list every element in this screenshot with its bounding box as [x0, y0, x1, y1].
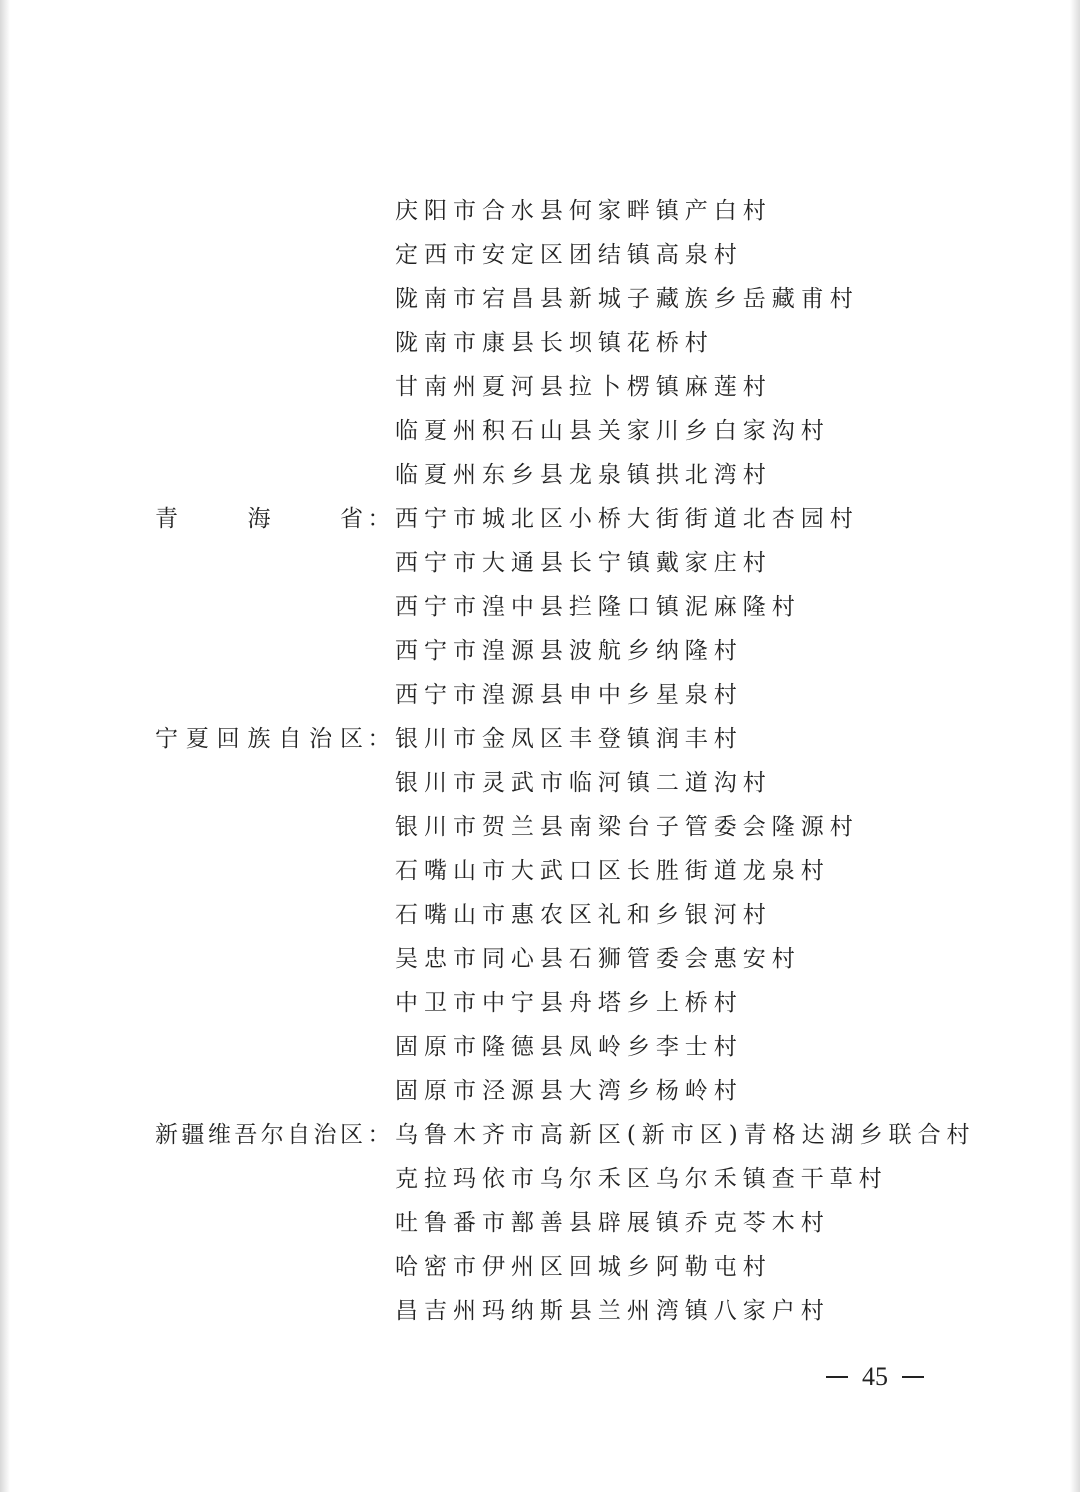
list-item	[155, 1242, 955, 1286]
village-name: 陇南市宕昌县新城子藏族乡岳藏甫村	[395, 285, 859, 312]
list-item	[155, 714, 955, 758]
village-name: 庆阳市合水县何家畔镇产白村	[395, 197, 772, 224]
village-name: 石嘴山市惠农区礼和乡银河村	[395, 901, 772, 928]
region-label-cell	[155, 1116, 395, 1149]
page-edge-shadow-right	[1070, 0, 1080, 1492]
list-item	[155, 494, 955, 538]
village-list	[155, 186, 976, 1330]
list-item	[155, 274, 955, 318]
page-number: 45	[862, 1362, 888, 1391]
village-name: 银川市金凤区丰登镇润丰村	[395, 725, 743, 752]
village-name: 银川市贺兰县南梁台子管委会隆源村	[395, 813, 859, 840]
list-item	[155, 230, 955, 274]
list-item	[155, 1154, 955, 1198]
village-name: 西宁市湟源县申中乡星泉村	[395, 681, 743, 708]
village-name: 乌鲁木齐市高新区(新市区)青格达湖乡联合村	[395, 1121, 976, 1148]
village-name: 中卫市中宁县舟塔乡上桥村	[395, 989, 743, 1016]
page-edge-shadow-left	[0, 0, 10, 1492]
list-item	[155, 538, 955, 582]
village-name: 银川市灵武市临河镇二道沟村	[395, 769, 772, 796]
village-name: 甘南州夏河县拉卜楞镇麻莲村	[395, 373, 772, 400]
label-colon: ：	[367, 1121, 391, 1148]
list-item	[155, 362, 955, 406]
list-item	[155, 934, 955, 978]
village-name: 昌吉州玛纳斯县兰州湾镇八家户村	[395, 1297, 830, 1324]
list-item	[155, 626, 955, 670]
region-label: 青 海 省	[155, 505, 363, 532]
region-label: 宁 夏 回 族 自 治 区	[155, 725, 363, 752]
village-name: 西宁市湟中县拦隆口镇泥麻隆村	[395, 593, 801, 620]
village-name: 西宁市湟源县波航乡纳隆村	[395, 637, 743, 664]
list-item	[155, 890, 955, 934]
village-name: 定西市安定区团结镇高泉村	[395, 241, 743, 268]
list-item	[155, 1198, 955, 1242]
region-label-cell	[155, 720, 395, 753]
list-item	[155, 406, 955, 450]
list-item	[155, 186, 955, 230]
list-item	[155, 670, 955, 714]
label-colon: ：	[367, 725, 391, 752]
list-item	[155, 1110, 976, 1154]
list-item	[155, 450, 955, 494]
list-item	[155, 978, 955, 1022]
page-footer	[826, 1362, 924, 1392]
village-name: 固原市隆德县凤岭乡李士村	[395, 1033, 743, 1060]
list-item	[155, 846, 955, 890]
village-name: 克拉玛依市乌尔禾区乌尔禾镇查干草村	[395, 1165, 888, 1192]
village-name: 固原市泾源县大湾乡杨岭村	[395, 1077, 743, 1104]
village-name: 西宁市城北区小桥大街街道北杏园村	[395, 505, 859, 532]
list-item	[155, 318, 955, 362]
list-item	[155, 1286, 955, 1330]
village-name: 临夏州积石山县关家川乡白家沟村	[395, 417, 830, 444]
region-label: 新 疆 维 吾 尔 自 治 区	[155, 1121, 363, 1148]
village-name: 陇南市康县长坝镇花桥村	[395, 329, 714, 356]
village-name: 西宁市大通县长宁镇戴家庄村	[395, 549, 772, 576]
list-item	[155, 582, 955, 626]
village-name: 石嘴山市大武口区长胜街道龙泉村	[395, 857, 830, 884]
list-item	[155, 758, 955, 802]
list-item	[155, 1022, 955, 1066]
footer-dash-left	[826, 1376, 848, 1378]
village-name: 哈密市伊州区回城乡阿勒屯村	[395, 1253, 772, 1280]
list-item	[155, 1066, 955, 1110]
region-label-cell	[155, 500, 395, 533]
list-item	[155, 802, 955, 846]
village-name: 吴忠市同心县石狮管委会惠安村	[395, 945, 801, 972]
village-name: 临夏州东乡县龙泉镇拱北湾村	[395, 461, 772, 488]
footer-dash-right	[902, 1376, 924, 1378]
village-name: 吐鲁番市鄯善县辟展镇乔克苓木村	[395, 1209, 830, 1236]
label-colon: ：	[367, 505, 391, 532]
